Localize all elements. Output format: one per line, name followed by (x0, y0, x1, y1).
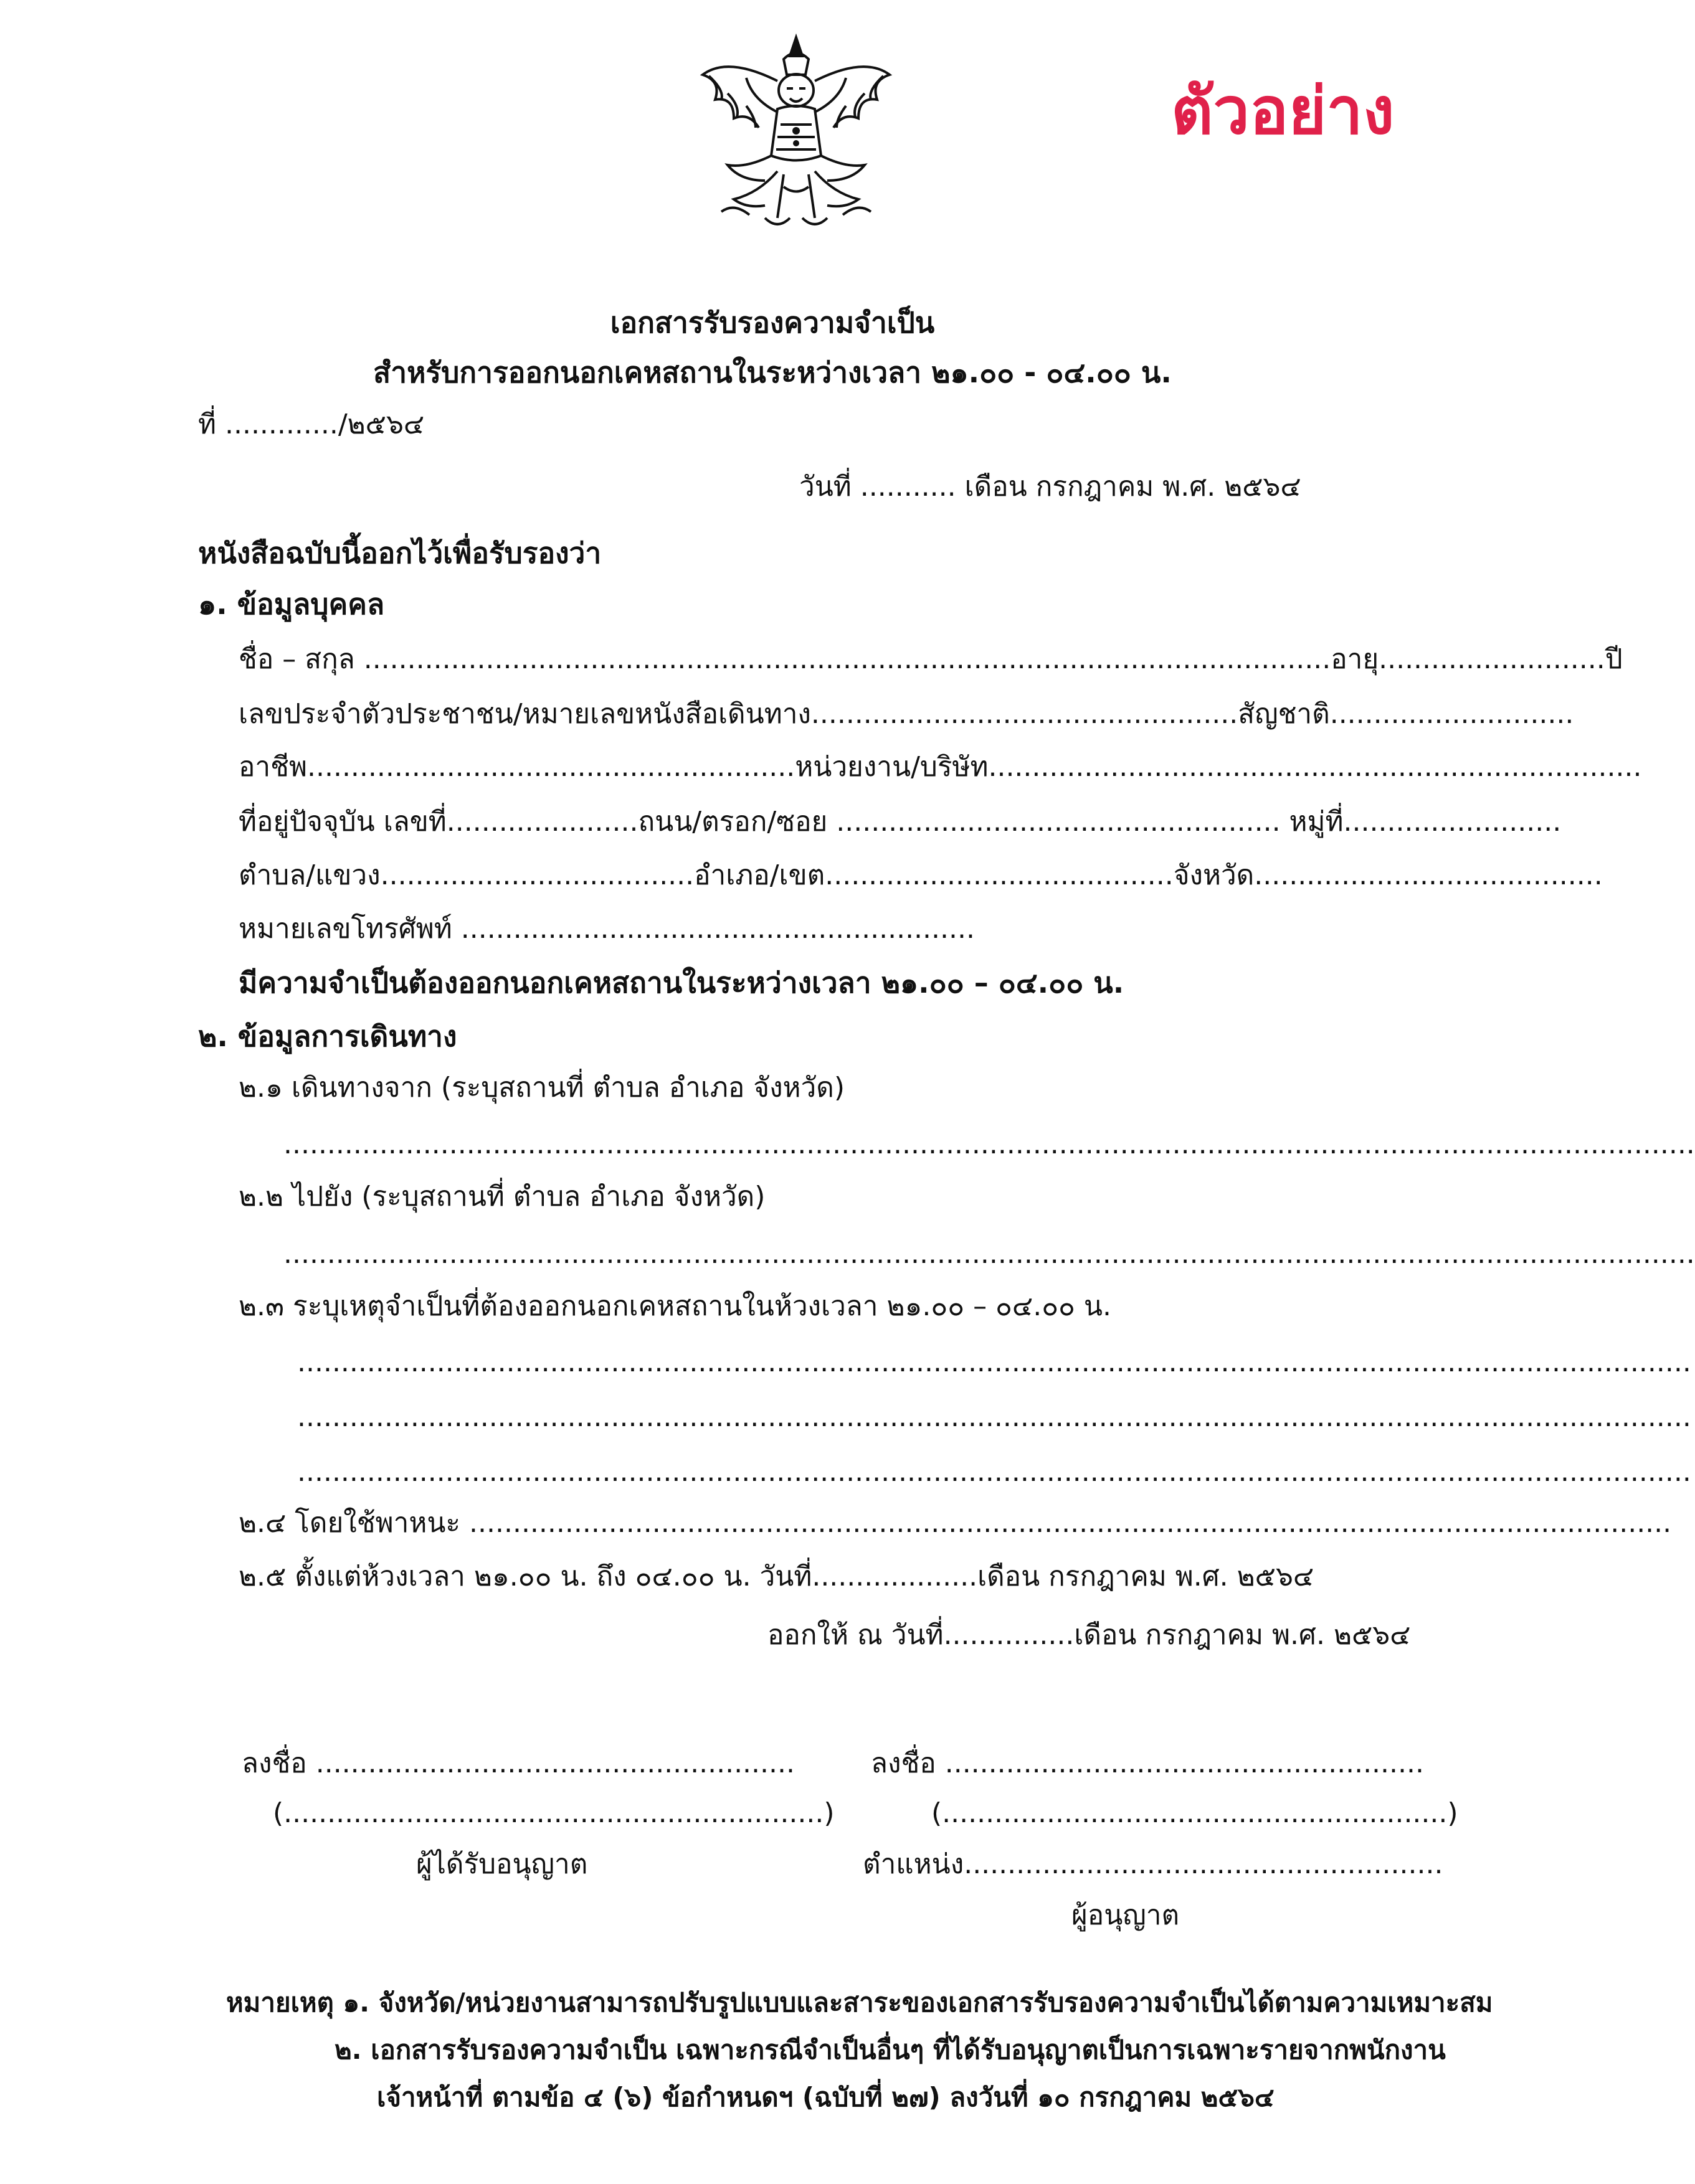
reason-field-1: ................................................................................................................................................................ (297, 1346, 1691, 1378)
document-number: ที่ ............./๒๕๖๔ (198, 409, 425, 440)
document-subtitle: สำหรับการออกนอกเคหสถานในระหว่างเวลา ๒๑.๐๐ - ๐๔.๐๐ น. (373, 356, 1172, 389)
phone-field: หมายเลขโทรศัพท์ ........................................................... (239, 913, 975, 945)
vehicle-field: ๒.๔ โดยใช้พาหนะ .......................................................................................................................................... (239, 1507, 1672, 1539)
reason-field-2: ................................................................................................................................................................ (297, 1401, 1691, 1433)
signature-left-role: ผู้ได้รับอนุญาต (416, 1848, 588, 1880)
signature-right-role: ผู้อนุญาต (1071, 1899, 1180, 1931)
travel-from-label: ๒.๑ เดินทางจาก (ระบุสถานที่ ตำบล อำเภอ จังหวัด) (239, 1072, 845, 1104)
occupation-field: อาชีพ........................................................หน่วยงาน/บริษัท........................................................................... (239, 751, 1642, 783)
note-2a: ๒. เอกสารรับรองความจำเป็น เฉพาะกรณีจำเป็นอื่นๆ ที่ได้รับอนุญาตเป็นการเฉพาะรายจากพนักงาน (335, 2035, 1446, 2065)
garuda-emblem-icon (690, 31, 902, 246)
signature-right-sign-line: ลงชื่อ ....................................................... (871, 1747, 1424, 1779)
travel-to-label: ๒.๒ ไปยัง (ระบุสถานที่ ตำบล อำเภอ จังหวัด) (239, 1181, 766, 1213)
reason-label: ๒.๓ ระบุเหตุจำเป็นที่ต้องออกนอกเคหสถานในห้วงเวลา ๒๑.๐๐ – ๐๔.๐๐ น. (239, 1290, 1111, 1322)
note-2b: เจ้าหน้าที่ ตามข้อ ๔ (๖) ข้อกำหนดฯ (ฉบับที่ ๒๗) ลงวันที่ ๑๐ กรกฎาคม ๒๕๖๔ (377, 2082, 1275, 2112)
signature-left-name-line: (..............................................................) (273, 1797, 835, 1829)
necessity-statement: มีความจำเป็นต้องออกนอกเคหสถานในระหว่างเวลา ๒๑.๐๐ – ๐๔.๐๐ น. (239, 966, 1124, 1000)
issued-date-field: ออกให้ ณ วันที่...............เดือน กรกฎาคม พ.ศ. ๒๕๖๔ (767, 1619, 1411, 1651)
address-field: ที่อยู่ปัจจุบัน เลขที่......................ถนน/ตรอก/ซอย ................................................... หมู่ที่......................... (239, 806, 1562, 838)
travel-to-field: .................................................................................................................................................................. (283, 1238, 1695, 1270)
reason-field-3: ................................................................................................................................................................ (297, 1456, 1691, 1488)
document-date: วันที่ ........... เดือน กรกฎาคม พ.ศ. ๒๕๖๔ (799, 471, 1301, 503)
section-2-heading: ๒. ข้อมูลการเดินทาง (198, 1019, 457, 1053)
signature-left-sign-line: ลงชื่อ ....................................................... (242, 1747, 795, 1779)
signature-right-position-line: ตำแหน่ง....................................................... (863, 1848, 1443, 1880)
sample-stamp: ตัวอย่าง (1171, 73, 1395, 149)
name-field: ชื่อ – สกุล ...............................................................................................................อายุ..........................ปี (239, 643, 1623, 675)
document-title: เอกสารรับรองความจำเป็น (610, 306, 935, 339)
intro-heading: หนังสือฉบับนี้ออกไว้เพื่อรับรองว่า (198, 536, 602, 570)
signature-right-name-line: (..........................................................) (931, 1797, 1458, 1829)
travel-from-field: .................................................................................................................................................................. (283, 1128, 1695, 1160)
period-field: ๒.๕ ตั้งแต่ห้วงเวลา ๒๑.๐๐ น. ถึง ๐๔.๐๐ น. วันที่...................เดือน กรกฎาคม พ.ศ. ๒๕๖๔ (239, 1561, 1314, 1592)
section-1-heading: ๑. ข้อมูลบุคคล (198, 587, 385, 621)
district-field: ตำบล/แขวง....................................อำเภอ/เขต........................................จังหวัด........................................ (239, 859, 1603, 891)
id-field: เลขประจำตัวประชาชน/หมายเลขหนังสือเดินทาง.................................................สัญชาติ............................ (239, 698, 1574, 730)
note-1: หมายเหตุ ๑. จังหวัด/หน่วยงานสามารถปรับรูปแบบและสาระของเอกสารรับรองความจำเป็นได้ตามความเหมาะสม (226, 1987, 1493, 2018)
